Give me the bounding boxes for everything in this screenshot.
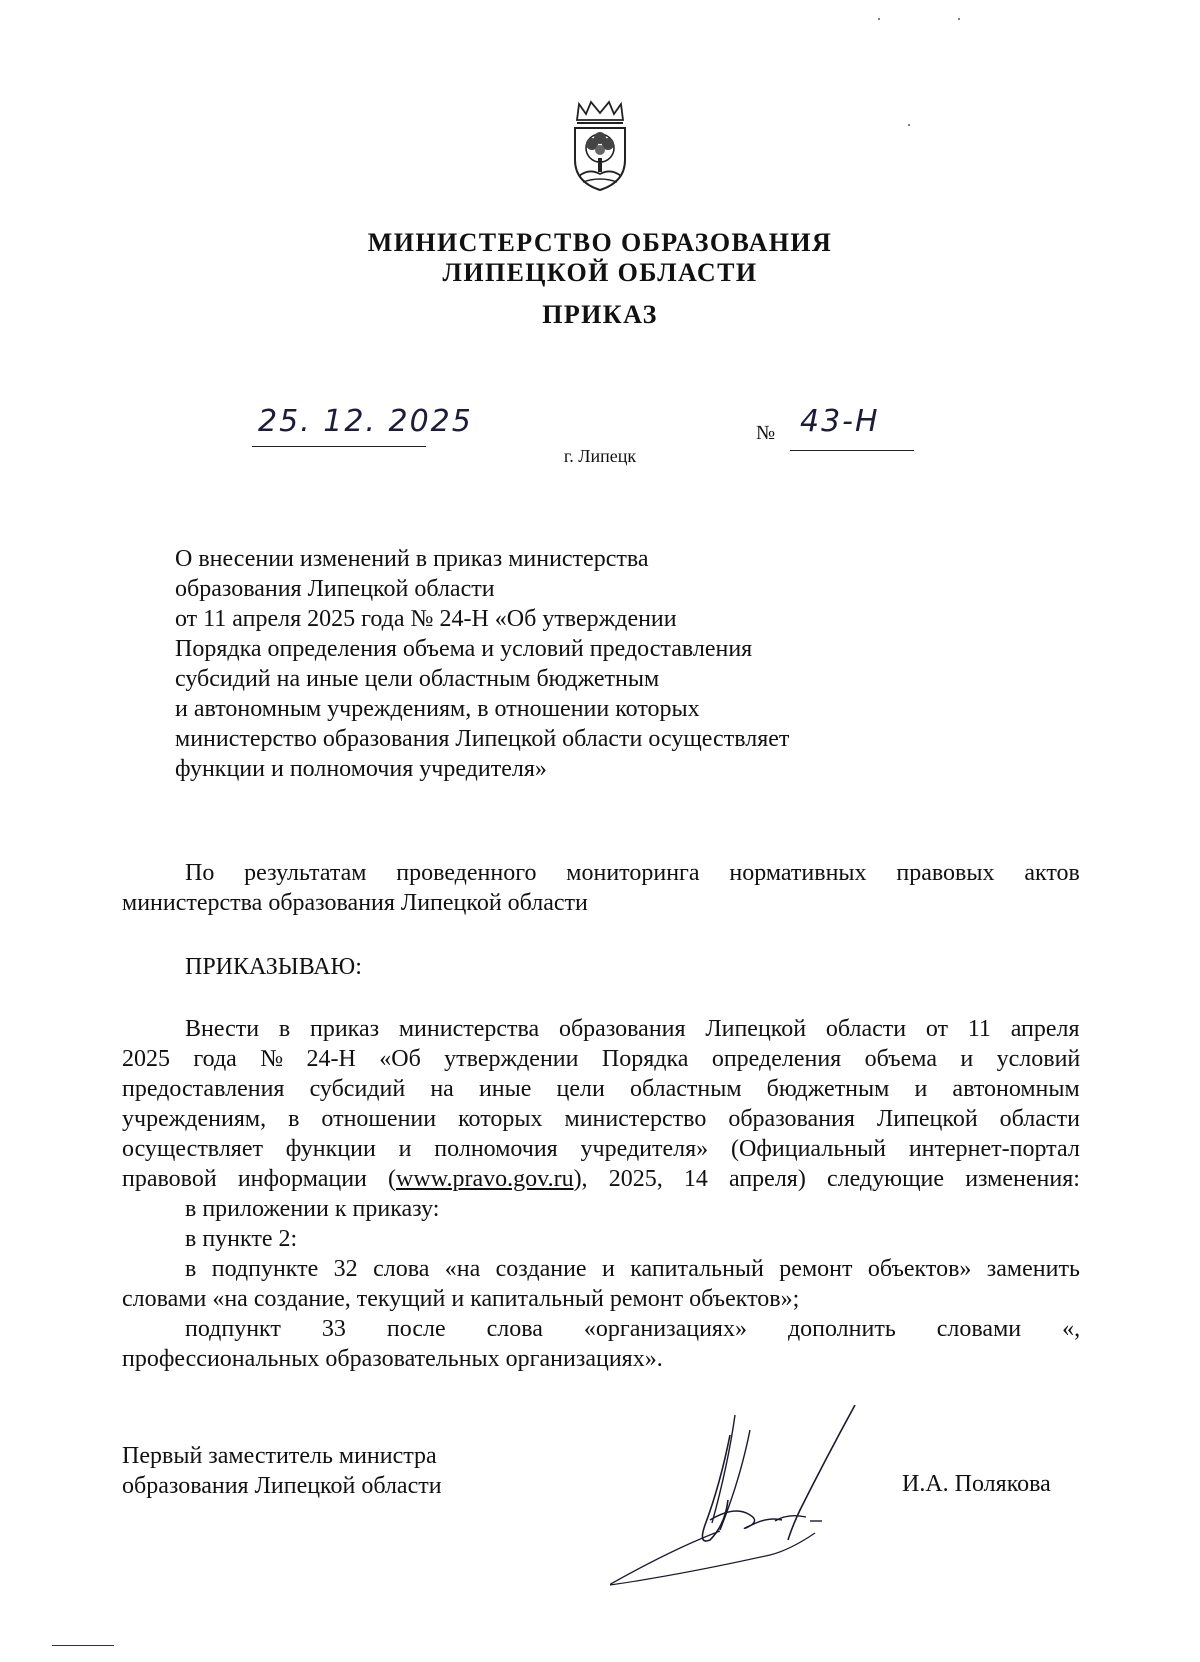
scan-speck [908,124,910,126]
document-subject [175,544,935,784]
scan-speck [878,18,880,20]
main-line: словами «на создание, текущий и капитальный ремонт объектов»; [122,1286,800,1312]
main-line-text: ), 2025, 14 апреля) следующие изменения: [573,1166,1080,1192]
document-number: 43-Н [800,404,880,439]
handwritten-signature-icon [610,1405,890,1595]
subject-line: министерство образования Липецкой области осуществляет [175,726,790,752]
scan-speck [958,18,960,20]
main-line: 2025 года № 24-Н «Об утверждении Порядка определения объема и условий [122,1046,1081,1072]
pravo-portal-link[interactable]: www.pravo.gov.ru [396,1166,574,1192]
main-line: профессиональных образовательных организациях». [122,1346,663,1372]
number-sign: № [756,422,776,444]
main-line: осуществляет функции и полномочия учредителя» (Официальный интернет-портал [122,1136,1080,1162]
main-line: в приложении к приказу: [185,1196,440,1222]
signatory-name: И.А. Полякова [902,1471,1051,1497]
city-label: г. Липецк [563,446,637,466]
ministry-name-line2: ЛИПЕЦКОЙ ОБЛАСТИ [442,258,758,287]
signatory-position [122,1441,442,1501]
subject-line: образования Липецкой области [175,576,495,602]
subject-line: функции и полномочия учредителя» [175,756,547,782]
coat-of-arms-icon [567,98,633,198]
position-line: Первый заместитель министра [122,1443,437,1469]
number-underline [790,450,914,451]
main-line [122,1164,1080,1194]
position-line: образования Липецкой области [122,1473,442,1499]
document-type: ПРИКАЗ [542,300,658,329]
main-line: в пункте 2: [185,1226,298,1252]
basis-paragraph [122,858,1080,918]
main-line: подпункт 33 после слова «организациях» дополнить словами «, [185,1316,1081,1342]
subject-line: О внесении изменений в приказ министерства [175,546,649,572]
main-line: учреждениям, в отношении которых министерство образования Липецкой области [122,1106,1080,1132]
ministry-name-line1: МИНИСТЕРСТВО ОБРАЗОВАНИЯ [367,228,833,257]
main-line-text: правовой информации ( [122,1166,397,1192]
subject-line: субсидий на иные цели областным бюджетным [175,666,660,692]
main-paragraph [122,1014,1080,1374]
subject-line: от 11 апреля 2025 года № 24-Н «Об утверждении [175,606,677,632]
basis-line: По результатам проведенного мониторинга нормативных правовых актов [185,860,1080,886]
main-line: в подпункте 32 слова «на создание и капитальный ремонт объектов» заменить [185,1256,1080,1282]
subject-line: и автономным учреждениям, в отношении которых [175,696,700,722]
document-date: 25. 12. 2025 [258,404,473,439]
footer-rule [52,1645,114,1646]
main-line: Внести в приказ министерства образования Липецкой области от 11 апреля [185,1016,1080,1042]
basis-line: министерства образования Липецкой области [122,890,588,916]
subject-line: Порядка определения объема и условий предоставления [175,636,753,662]
main-line: предоставления субсидий на иные цели областным бюджетным и автономным [122,1076,1080,1102]
order-word: ПРИКАЗЫВАЮ: [185,954,362,980]
